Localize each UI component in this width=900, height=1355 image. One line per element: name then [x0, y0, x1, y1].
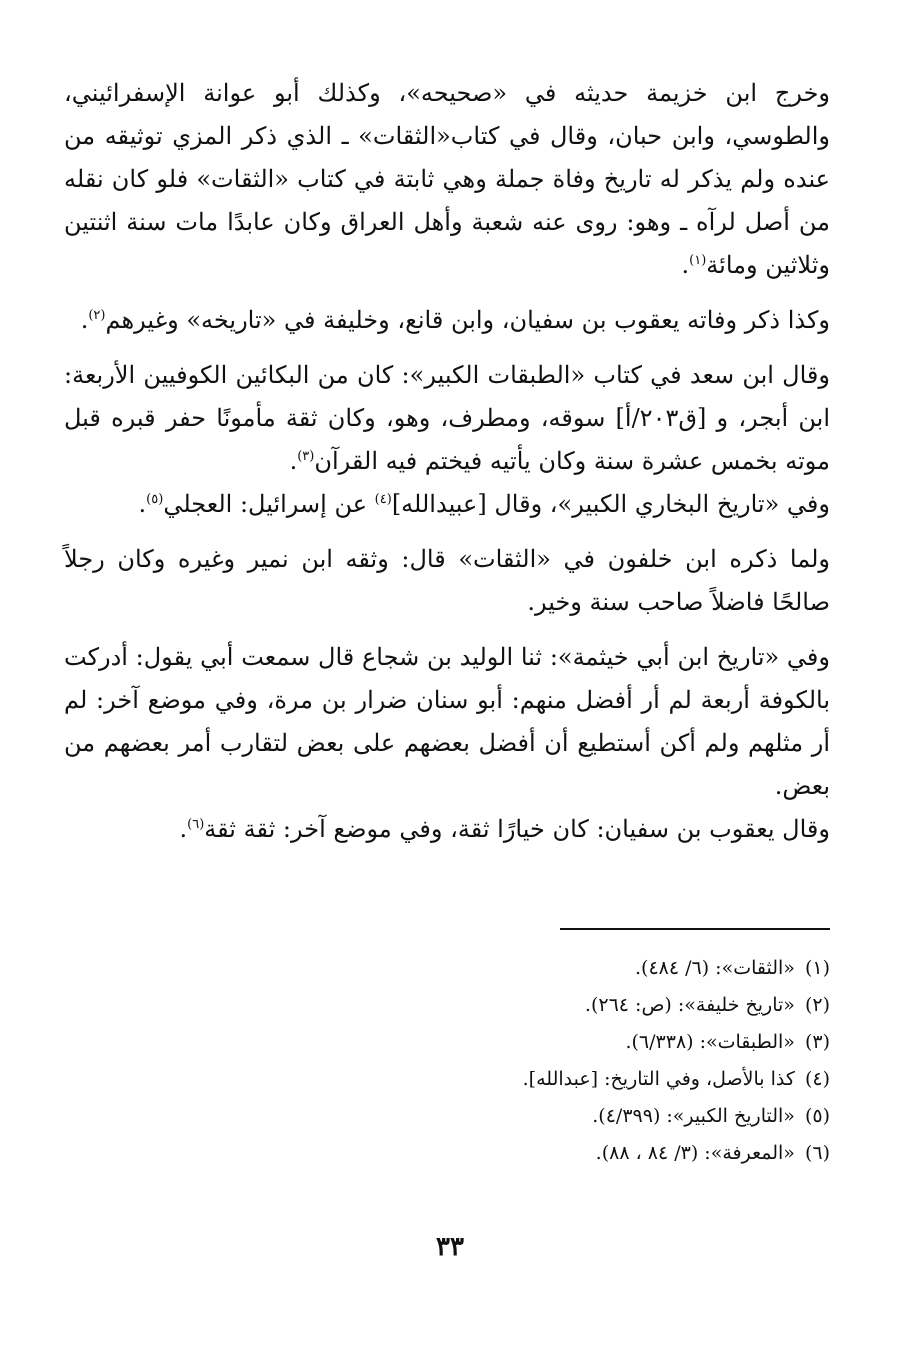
paragraph-7: [64, 808, 830, 851]
main-text: [64, 72, 830, 851]
paragraph-end: .: [681, 251, 690, 279]
footnote-marker-2: (٢): [88, 308, 106, 323]
footnote-marker-6: (٦): [187, 817, 205, 832]
paragraph-text: وكذا ذكر وفاته يعقوب بن سفيان، وابن قانع، وخليفة في «تاريخه» وغيرهم: [105, 306, 830, 334]
paragraph-5: [64, 538, 830, 624]
paragraph-text: وفي «تاريخ ابن أبي خيثمة»: ثنا الوليد بن شجاع قال سمعت أبي يقول: أدركت بالكوفة أربعة لم أر أفضل منهم: أبو سنان ضرار بن مرة، وفي موضع آخر: لم أر مثلهم ولم أكن أستطيع أن أفضل بعضهم على بعض لتقارب أمر بعضهم من بعض.: [64, 643, 830, 800]
footnote-marker-1: (١): [689, 253, 707, 268]
footnotes: [64, 950, 830, 1172]
footnote-number: (٤): [804, 1068, 830, 1090]
paragraph-1: [64, 72, 830, 287]
paragraph-3: [64, 354, 830, 483]
footnote-text: كذا بالأصل، وفي التاريخ: [عبدالله].: [522, 1068, 795, 1090]
paragraph-text: عن إسرائيل: العجلي: [163, 490, 368, 518]
footnote-number: (٥): [804, 1105, 830, 1127]
paragraph-end: .: [289, 447, 298, 475]
footnote-separator: [560, 928, 830, 930]
footnote-number: (٢): [804, 994, 830, 1016]
footnote-text: «التاريخ الكبير»: (٤/٣٩٩).: [592, 1105, 795, 1127]
footnote-6: [64, 1135, 830, 1172]
paragraph-2: [64, 299, 830, 342]
footnote-2: [64, 987, 830, 1024]
footnote-marker-4: (٤): [374, 492, 392, 507]
footnote-1: [64, 950, 830, 987]
paragraph-text: وخرج ابن خزيمة حديثه في «صحيحه»، وكذلك أبو عوانة الإسفرائيني، والطوسي، وابن حبان، وقال في كتاب«الثقات» ـ الذي ذكر المزي توثيقه من عنده ولم يذكر له تاريخ وفاة جملة وهي ثابتة في كتاب «الثقات» فلو كان نقله من أصل لرآه ـ وهو: روى عنه شعبة وأهل العراق وكان عابدًا مات سنة اثنتين وثلاثين ومائة: [64, 79, 831, 279]
footnote-text: «الطبقات»: (٦/٣٣٨).: [625, 1031, 795, 1053]
footnote-3: [64, 1024, 830, 1061]
paragraph-6: [64, 636, 830, 808]
paragraph-end: .: [179, 815, 188, 843]
footnote-marker-5: (٥): [146, 492, 164, 507]
footnote-4: [64, 1061, 830, 1098]
paragraph-end: .: [80, 306, 89, 334]
page-number: ٣٣: [436, 1232, 464, 1262]
paragraph-text: وقال يعقوب بن سفيان: كان خيارًا ثقة، وفي موضع آخر: ثقة ثقة: [204, 815, 830, 843]
footnote-text: «تاريخ خليفة»: (ص: ٢٦٤).: [584, 994, 795, 1016]
paragraph-4: [64, 483, 830, 526]
footnote-number: (٣): [804, 1031, 830, 1053]
footnote-5: [64, 1098, 830, 1135]
footnote-number: (٦): [804, 1142, 830, 1164]
footnote-text: «المعرفة»: (٣/ ٨٤ ، ٨٨).: [595, 1142, 795, 1164]
footnote-text: «الثقات»: (٦/ ٤٨٤).: [634, 957, 795, 979]
paragraph-text: وقال ابن سعد في كتاب «الطبقات الكبير»: كان من البكائين الكوفيين الأربعة: ابن أبجر، و [ق٢٠٣/أ] سوقه، ومطرف، وهو، وكان ثقة مأمونًا حفر قبره قبل موته بخمس عشرة سنة وكان يأتيه فيختم فيه القرآن: [64, 361, 830, 475]
paragraph-text: ولما ذكره ابن خلفون في «الثقات» قال: وثقه ابن نمير وغيره وكان رجلاً صالحًا فاضلاً صاحب سنة وخير.: [64, 545, 830, 616]
paragraph-end: .: [138, 490, 147, 518]
paragraph-text: وفي «تاريخ البخاري الكبير»، وقال [عبيدالله]: [391, 490, 830, 518]
footnote-number: (١): [804, 957, 830, 979]
footnote-marker-3: (٣): [297, 449, 315, 464]
